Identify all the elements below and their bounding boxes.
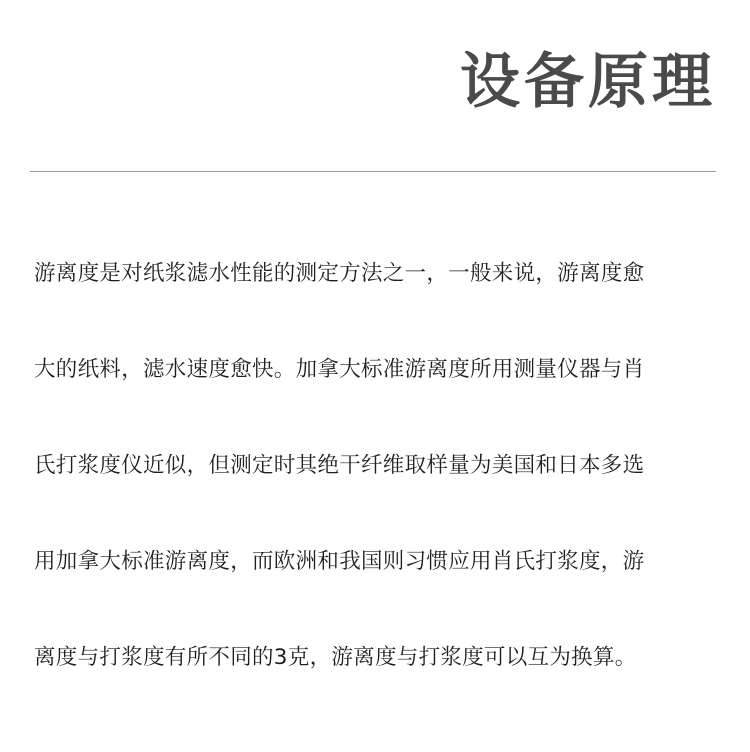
description-paragraph (34, 248, 724, 728)
paragraph-line: 用加拿大标准游离度，而欧洲和我国则习惯应用肖氏打浆度，游 (34, 549, 645, 574)
paragraph-line: 大的纸料，滤水速度愈快。加拿大标准游离度所用测量仪器与肖 (34, 357, 645, 382)
divider (30, 171, 716, 172)
page-title: 设备原理 (460, 47, 716, 117)
paragraph-line: 氏打浆度仪近似，但测定时其绝干纤维取样量为美国和日本多选 (34, 453, 645, 478)
paragraph-line: 离度与打浆度有所不同的3克，游离度与打浆度可以互为换算。 (34, 645, 637, 670)
paragraph-line: 游离度是对纸浆滤水性能的测定方法之一，一般来说，游离度愈 (34, 261, 645, 286)
